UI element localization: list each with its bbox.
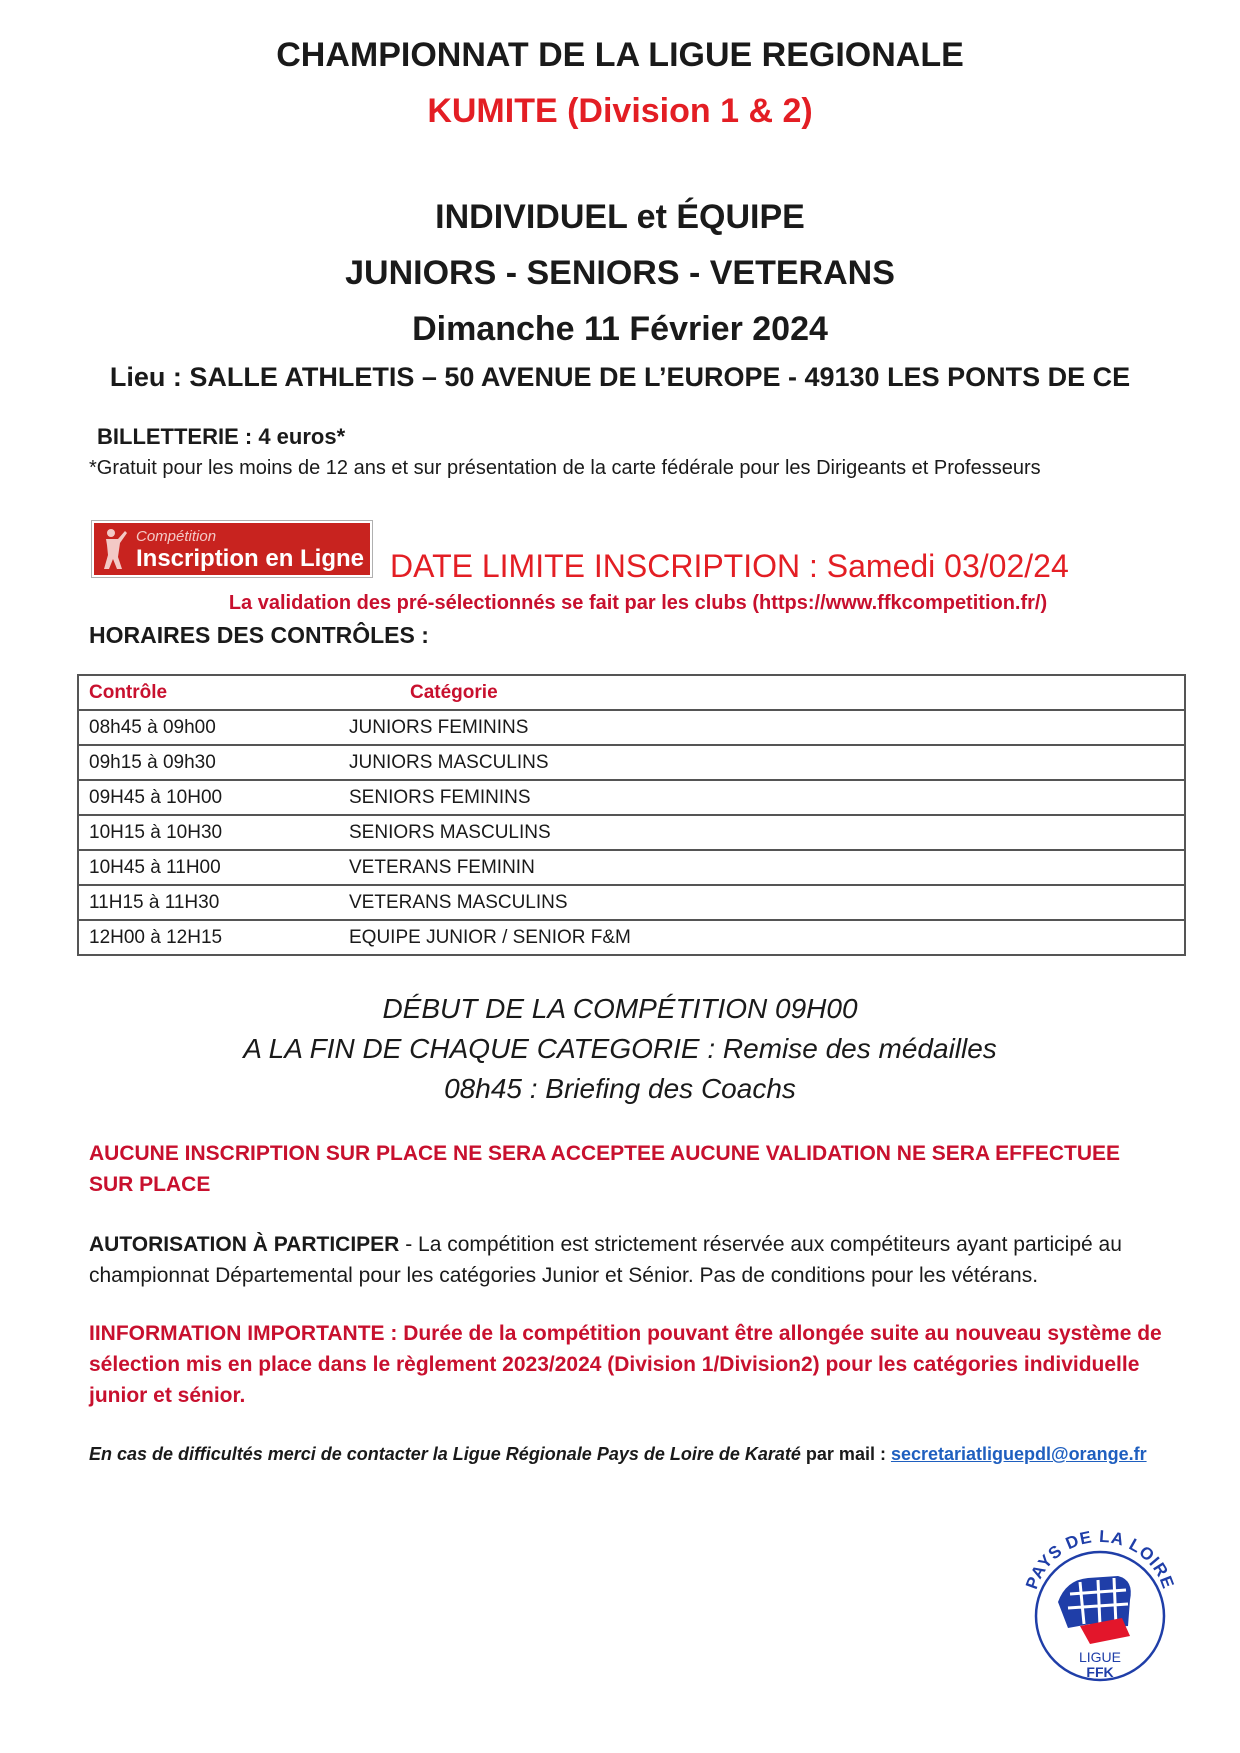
event-date: Dimanche 11 Février 2024 [412, 310, 828, 348]
row-time: 09h15 à 09h30 [78, 745, 339, 780]
contact-email-link[interactable]: secretariatliguepdl@orange.fr [890, 1444, 1147, 1464]
row-time: 11H15 à 11H30 [78, 885, 339, 920]
contact-line [89, 1444, 1147, 1465]
table-header-row [78, 675, 1185, 710]
row-time: 12H00 à 12H15 [78, 920, 339, 955]
controls-table [77, 674, 1186, 956]
authorization-text: - La compétition est strictement réservée aux compétiteurs ayant participé au championnat Départemental pour les catégories Junior et Sénior. Pas de conditions pour les vétérans. [89, 1233, 1122, 1287]
row-category: EQUIPE JUNIOR / SENIOR F&M [339, 920, 1185, 955]
row-time: 10H45 à 11H00 [78, 850, 339, 885]
table-row [78, 850, 1185, 885]
controls-heading: HORAIRES DES CONTRÔLES : [89, 622, 429, 648]
row-category: VETERANS MASCULINS [339, 885, 1185, 920]
event-type: INDIVIDUEL et ÉQUIPE [435, 198, 805, 236]
row-category: SENIORS MASCULINS [339, 815, 1185, 850]
ligue-ffk-logo [1010, 1510, 1190, 1690]
coach-briefing: 08h45 : Briefing des Coachs [444, 1073, 796, 1104]
table-row [78, 815, 1185, 850]
column-header-category: Catégorie [339, 675, 1185, 710]
medal-ceremony: A LA FIN DE CHAQUE CATEGORIE : Remise des médailles [243, 1033, 997, 1064]
table-row [78, 745, 1185, 780]
row-time: 08h45 à 09h00 [78, 710, 339, 745]
row-category: JUNIORS MASCULINS [339, 745, 1185, 780]
logo-ffk: FFK [1086, 1664, 1114, 1680]
column-header-control: Contrôle [78, 675, 339, 710]
no-onsite-registration: AUCUNE INSCRIPTION SUR PLACE NE SERA ACCEPTEE AUCUNE VALIDATION NE SERA EFFECTUEE SUR PLACE [89, 1142, 1121, 1196]
logo-ligue: LIGUE [1078, 1649, 1122, 1665]
authorization-label: AUTORISATION À PARTICIPER [89, 1233, 400, 1256]
table-row [78, 710, 1185, 745]
table-row [78, 885, 1185, 920]
karateka-icon [98, 527, 128, 571]
banner-big-text: Inscription en Ligne [136, 545, 365, 572]
online-registration-banner[interactable] [92, 521, 372, 577]
ticketing-note: *Gratuit pour les moins de 12 ans et sur présentation de la carte fédérale pour les Dirigeants et Professeurs [89, 457, 1041, 479]
registration-deadline: DATE LIMITE INSCRIPTION : Samedi 03/02/24 [390, 548, 1069, 584]
event-location: Lieu : SALLE ATHLETIS – 50 AVENUE DE L’EUROPE - 49130 LES PONTS DE CE [109, 362, 1131, 392]
event-categories: JUNIORS - SENIORS - VETERANS [345, 254, 895, 292]
validation-note: La validation des pré-sélectionnés se fait par les clubs (https://www.ffkcompetition.fr/) [228, 592, 1048, 614]
row-time: 09H45 à 10H00 [78, 780, 339, 815]
competition-start: DÉBUT DE LA COMPÉTITION 09H00 [382, 993, 858, 1024]
row-category: VETERANS FEMININ [339, 850, 1185, 885]
ticketing-label: BILLETTERIE : 4 euros* [97, 424, 346, 449]
logo-arc-text: PAYS DE LA LOIRE [1022, 1526, 1178, 1592]
row-time: 10H15 à 10H30 [78, 815, 339, 850]
authorization-paragraph [89, 1229, 1169, 1291]
page-title: CHAMPIONNAT DE LA LIGUE REGIONALE [276, 36, 964, 74]
row-category: SENIORS FEMININS [339, 780, 1185, 815]
row-category: JUNIORS FEMININS [339, 710, 1185, 745]
contact-text: En cas de difficultés merci de contacter la Ligue Régionale Pays de Loire de Karaté [89, 1444, 801, 1464]
contact-via: par mail : [800, 1444, 891, 1464]
important-information: IINFORMATION IMPORTANTE : Durée de la compétition pouvant être allongée suite au nouveau système de sélection mis en place dans le règlement 2023/2024 (Division 1/Division2) pour les catégories individuelle junior et sénior. [89, 1322, 1162, 1407]
table-row [78, 920, 1185, 955]
table-row [78, 780, 1185, 815]
banner-small-text: Compétition [136, 528, 217, 545]
page-subtitle: KUMITE (Division 1 & 2) [427, 92, 813, 130]
